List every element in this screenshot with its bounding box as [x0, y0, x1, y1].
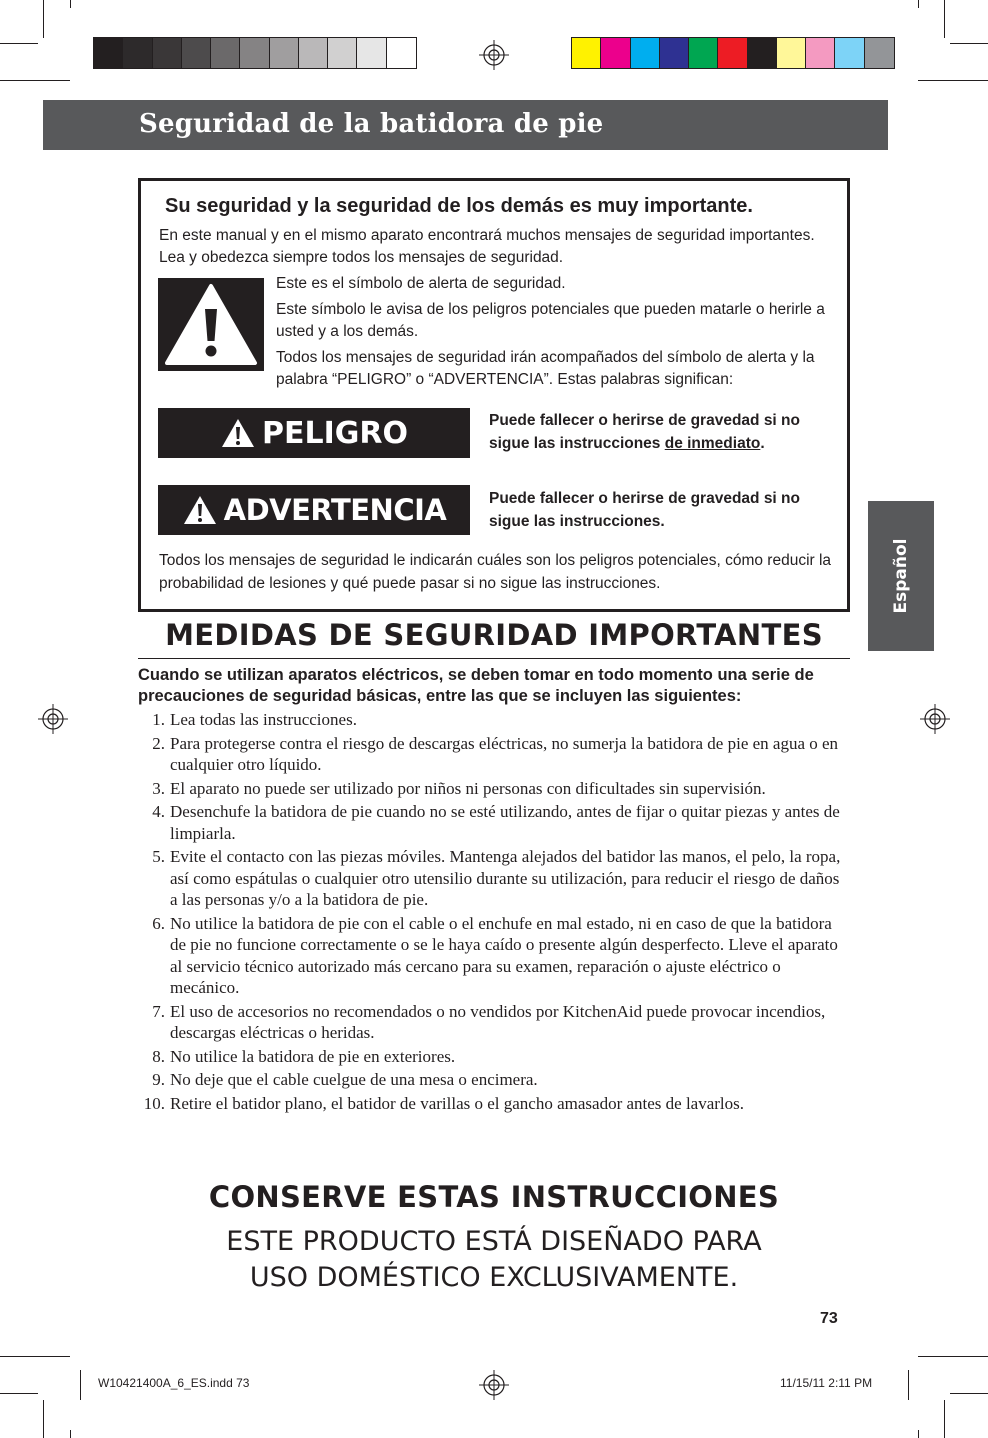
list-item-number: 8. — [152, 1046, 165, 1066]
color-swatch — [748, 38, 777, 68]
crop-mark — [0, 1356, 70, 1357]
gray-swatch — [240, 38, 269, 68]
crop-mark — [918, 1430, 919, 1438]
list-item-text: El uso de accesorios no recomendados o no vendidos por KitchenAid puede provocar incendios, descargas eléctricas o heridas. — [170, 1001, 826, 1042]
danger-label: PELIGRO — [262, 415, 408, 451]
color-swatch — [718, 38, 747, 68]
page-number: 73 — [820, 1310, 838, 1327]
crop-mark — [918, 1356, 988, 1357]
save-instructions-heading: CONSERVE ESTAS INSTRUCCIONES — [208, 1180, 780, 1214]
crop-mark — [908, 1370, 909, 1400]
safety-box-intro: En este manual y en el mismo aparato encontrará muchos mensajes de seguridad importantes. Lea y obedezca siempre todos los mensajes de seguridad. — [159, 227, 815, 266]
registration-target-icon — [38, 704, 68, 734]
list-item — [138, 709, 850, 731]
list-item — [138, 801, 850, 844]
list-item-number: 1. — [152, 710, 165, 729]
gray-swatch — [123, 38, 152, 68]
list-item-number: 6. — [152, 913, 165, 933]
color-swatch — [777, 38, 806, 68]
file-slug: W10421400A_6_ES.indd 73 — [98, 1376, 250, 1390]
household-use-notice — [138, 1224, 850, 1296]
warning-signal-word — [158, 485, 470, 535]
gray-color-bar — [93, 37, 417, 69]
warning-label: ADVERTENCIA — [223, 493, 447, 527]
safety-box-title: Su seguridad y la seguridad de los demás es muy importante. — [165, 195, 753, 217]
color-swatch — [806, 38, 835, 68]
list-item — [138, 1093, 850, 1115]
safety-box-footer: Todos los mensajes de seguridad le indicarán cuáles son los peligros potenciales, cómo reducir la probabilidad de lesiones y qué puede pasar si no sigue las instrucciones. — [159, 552, 832, 592]
gray-swatch — [387, 38, 416, 68]
gray-swatch — [211, 38, 240, 68]
important-safeguards-lead: Cuando se utilizan aparatos eléctricos, se deben tomar en todo momento una serie de precauciones de seguridad básicas, entre las que se incluyen las siguientes: — [138, 666, 814, 705]
gray-swatch — [94, 38, 123, 68]
list-item-text: Evite el contacto con las piezas móviles. Mantenga alejados del batidor las manos, el pelo, la ropa, así como espátulas o cualquier otro utensilio durante su utilización, para reducir el riesgo de daños a las personas y/o a la batidora de pie. — [170, 847, 841, 909]
crop-mark — [70, 1430, 71, 1438]
language-tab — [868, 501, 934, 651]
crop-mark — [918, 80, 988, 81]
registration-target-icon — [479, 40, 509, 70]
list-item — [138, 778, 850, 800]
list-item — [138, 1069, 850, 1091]
gray-swatch — [153, 38, 182, 68]
list-item — [138, 846, 850, 911]
crop-mark — [950, 1393, 988, 1394]
gray-swatch — [182, 38, 211, 68]
crop-mark — [918, 0, 919, 8]
list-item-number: 3. — [152, 778, 165, 798]
date-slug: 11/15/11 2:11 PM — [780, 1376, 873, 1390]
alert-triangle-icon — [182, 494, 218, 526]
list-item-text: Para protegerse contra el riesgo de descargas eléctricas, no sumerja la batidora de pie en agua o en cualquier otro líquido. — [170, 733, 839, 774]
alert-explanation — [276, 273, 836, 395]
alert-line: Este es el símbolo de alerta de seguridad. — [276, 275, 566, 292]
color-swatch — [601, 38, 630, 68]
crop-mark — [43, 0, 44, 38]
crop-mark — [80, 1370, 81, 1400]
alert-triangle-icon — [164, 283, 258, 366]
list-item — [138, 733, 850, 776]
list-item-number: 5. — [152, 847, 165, 866]
color-swatch — [865, 38, 894, 68]
alert-line: Todos los mensajes de seguridad irán acompañados del símbolo de alerta y la palabra “PELIGRO” o “ADVERTENCIA”. Estas palabras significan: — [276, 349, 815, 388]
page-header — [43, 100, 888, 150]
alert-symbol-panel — [158, 278, 264, 371]
crop-mark — [70, 0, 71, 8]
danger-text: Puede fallecer o herirse de gravedad si no sigue las instrucciones — [489, 412, 800, 452]
registration-target-icon — [920, 704, 950, 734]
alert-triangle-icon — [220, 417, 256, 449]
danger-text-end: . — [760, 435, 765, 452]
list-item — [138, 913, 850, 999]
household-use-line: USO DOMÉSTICO EXCLUSIVAMENTE. — [249, 1262, 739, 1293]
danger-signal-word — [158, 408, 470, 458]
list-item-text: No deje que el cable cuelgue de una mesa o encimera. — [170, 1070, 538, 1089]
safeguards-list — [138, 709, 850, 1116]
gray-swatch — [328, 38, 357, 68]
safety-message-box — [138, 178, 850, 612]
warning-description: Puede fallecer o herirse de gravedad si no sigue las instrucciones. — [489, 490, 800, 530]
crop-mark — [0, 43, 38, 44]
color-swatch — [660, 38, 689, 68]
title-divider — [138, 658, 850, 659]
list-item-number: 10. — [143, 1093, 165, 1113]
gray-swatch — [357, 38, 386, 68]
list-item-text: Desenchufe la batidora de pie cuando no se esté utilizando, antes de fijar o quitar piezas y antes de limpiarla. — [170, 802, 840, 843]
danger-text-emphasis: de inmediato — [664, 435, 761, 452]
list-item-number: 7. — [152, 1001, 165, 1021]
danger-description — [489, 409, 839, 455]
color-swatch — [631, 38, 660, 68]
color-swatch — [835, 38, 864, 68]
list-item-text: No utilice la batidora de pie con el cable o el enchufe en mal estado, ni en caso de que la batidora de pie no funcione correctamente o se le haya caído o presente algún desperfecto. Lleve el aparato al servicio técnico autorizado más cercano para su examen, reparación o ajuste eléctrico o mecánico. — [170, 913, 838, 997]
list-item-number: 9. — [152, 1070, 165, 1089]
list-item — [138, 1046, 850, 1068]
page-title: Seguridad de la batidora de pie — [139, 109, 604, 139]
list-item-text: Lea todas las instrucciones. — [170, 710, 357, 729]
alert-line: Este símbolo le avisa de los peligros potenciales que pueden matarle o herirle a usted y a los demás. — [276, 301, 825, 340]
list-item — [138, 1001, 850, 1044]
list-item-number: 4. — [152, 802, 165, 821]
gray-swatch — [270, 38, 299, 68]
gray-swatch — [299, 38, 328, 68]
crop-mark — [950, 43, 988, 44]
crop-mark — [944, 1400, 945, 1438]
important-safeguards-title: MEDIDAS DE SEGURIDAD IMPORTANTES — [165, 618, 823, 652]
list-item-text: Retire el batidor plano, el batidor de varillas o el gancho amasador antes de lavarlos. — [170, 1093, 745, 1113]
household-use-line: ESTE PRODUCTO ESTÁ DISEÑADO PARA — [226, 1226, 762, 1257]
list-item-text: No utilice la batidora de pie en exteriores. — [170, 1046, 456, 1066]
crop-mark — [0, 80, 70, 81]
crop-mark — [0, 1393, 38, 1394]
crop-mark — [43, 1400, 44, 1438]
color-swatch — [689, 38, 718, 68]
process-color-bar — [571, 37, 895, 69]
crop-mark — [944, 0, 945, 38]
color-swatch — [572, 38, 601, 68]
language-tab-label: Español — [891, 538, 911, 614]
list-item-text: El aparato no puede ser utilizado por niños ni personas con dificultades sin supervisión. — [170, 778, 766, 798]
list-item-number: 2. — [152, 733, 165, 753]
registration-target-icon — [479, 1370, 509, 1400]
